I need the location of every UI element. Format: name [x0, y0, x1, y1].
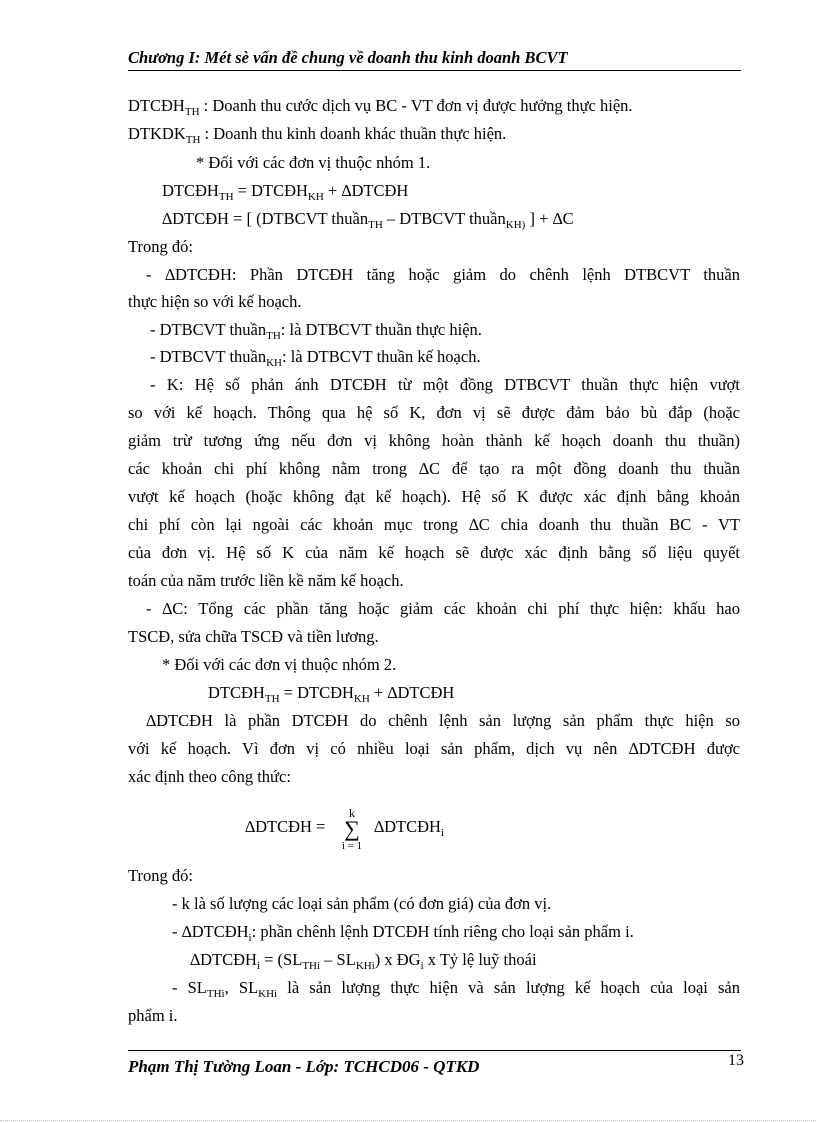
k-paragraph-line: các khoản chi phí không nằm trong ∆C để tạo ra một đồng doanh thu thuần	[128, 459, 740, 478]
group2-paragraph-line: xác định theo công thức:	[128, 767, 291, 786]
delta-dtcdh-i-formula: $\Delta DTCĐH_i = (SL_{THi} - SL_{KHi})$ x $ĐG_i$ x Tỷ lệ luỹ thoái	[190, 950, 537, 972]
group2-heading: * Đối với các đơn vị thuộc nhóm 2.	[162, 655, 397, 674]
delta-c-item-line-1: - ∆C: Tổng các phần tăng hoặc giảm các khoản chi phí thực hiện: khấu hao	[146, 599, 740, 618]
sl-item-line-1: - $SL_{THi}$, $SL_{KHi}$ là sản lượng thực hiện và sản lượng kế hoạch của loại sản	[172, 978, 740, 1000]
footer-author: Phạm Thị Tường Loan - Lớp: TCHCD06 - QTKD	[128, 1057, 480, 1076]
delta-dtcdh-i-item: - $\Delta DTCĐH_i$: phần chênh lệnh DTCĐH tính riêng cho loại sản phẩm i.	[172, 922, 634, 944]
group1-formula-2: ∆DTCĐH = [ (DTBCVT thuần$_{TH}$ – DTBCVT thuần$_{KH)}$ ] + ∆C	[162, 209, 574, 231]
group2-formula: $DTCĐH_{TH}$ = $DTCĐH_{KH}$ + ∆DTCĐH	[208, 683, 455, 705]
footer-divider	[128, 1050, 741, 1051]
group2-paragraph-line: với kế hoạch. Vì đơn vị có nhiều loại sản phẩm, dịch vụ nên ∆DTCĐH được	[128, 739, 740, 758]
group1-formula-1: $DTCĐH_{TH}$ = $DTCĐH_{KH}$ + ∆DTCĐH	[162, 181, 409, 203]
dtbcvt-kh-item: - DTBCVT thuần$_{KH}$: là DTBCVT thuần kế hoạch.	[150, 347, 481, 369]
k-count-item: - k là số lượng các loại sản phẩm (có đơn giá) của đơn vị.	[172, 894, 552, 913]
sigma-glyph: ∑	[344, 816, 360, 841]
sl-item-line-2: phẩm i.	[128, 1006, 178, 1025]
k-paragraph-line: so với kế hoạch. Thông qua hệ số K, đơn vị sẽ được đảm bảo bù đắp (hoặc	[128, 403, 740, 422]
definition-dtcdh: $DTCĐH_{TH}$ : Doanh thu cước dịch vụ BC - VT đơn vị được hưởng thực hiện.	[128, 96, 633, 118]
sum-formula-left: ∆DTCĐH =	[245, 817, 326, 836]
group2-paragraph-line: ∆DTCĐH là phần DTCĐH do chênh lệnh sản lượng sản phẩm thực hiện so	[146, 711, 740, 730]
group1-heading: * Đối với các đơn vị thuộc nhóm 1.	[196, 153, 431, 172]
delta-c-item-line-2: TSCĐ, sửa chữa TSCĐ và tiền lương.	[128, 627, 379, 646]
trong-do-label-1: Trong đó:	[128, 237, 193, 256]
k-paragraph-line: giảm trừ tương ứng nếu đơn vị không hoàn thành kế hoạch doanh thu thuần)	[128, 431, 740, 450]
trong-do-label-2: Trong đó:	[128, 866, 193, 885]
delta-dtcdh-item-line-1: - ∆DTCĐH: Phần DTCĐH tăng hoặc giảm do chênh lệnh DTBCVT thuần	[146, 265, 740, 284]
sum-lower-limit: i = 1	[341, 840, 363, 852]
page-bottom-border	[0, 1120, 816, 1121]
k-paragraph-line: - K: Hệ số phản ánh DTCĐH từ một đồng DTBCVT thuần thực hiện vượt	[150, 375, 740, 394]
k-paragraph-line: toán của năm trước liền kề năm kế hoạch.	[128, 571, 404, 590]
k-paragraph-line: của đơn vị. Hệ số K của năm kế hoạch sẽ được xác định bằng số liệu quyết	[128, 543, 740, 562]
k-paragraph-line: chi phí còn lại ngoài các khoản mục trong ∆C chia doanh thu thuần BC - VT	[128, 515, 740, 534]
delta-dtcdh-item-line-2: thực hiện so với kế hoạch.	[128, 292, 302, 311]
dtbcvt-th-item: - DTBCVT thuần$_{TH}$: là DTBCVT thuần thực hiện.	[150, 320, 482, 342]
definition-dtkdk: $DTKDK_{TH}$ : Doanh thu kinh doanh khác thuần thực hiện.	[128, 124, 507, 146]
header-divider	[128, 70, 741, 71]
page-number: 13	[728, 1052, 744, 1069]
summation-symbol	[340, 807, 364, 853]
sum-upper-limit: k	[349, 806, 355, 820]
k-paragraph-line: vượt kế hoạch (hoặc không đạt kế hoạch). Hệ số K được xác định bằng khoản	[128, 487, 740, 506]
sum-formula-right: $\Delta DTCĐH_i$	[374, 817, 444, 839]
chapter-header: Chương I: Mét sè vấn đề chung về doanh thu kinh doanh BCVT	[128, 48, 568, 67]
